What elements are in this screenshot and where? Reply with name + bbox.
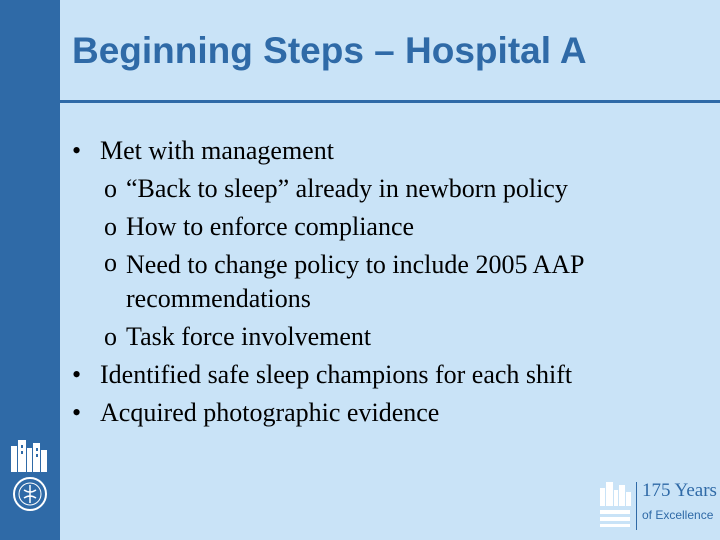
sub-bullet-marker: o [104,212,117,241]
excellence-label: of Excellence [642,508,714,522]
bullet-text: Met with management [100,136,334,165]
bullet-text: Identified safe sleep champions for each shift [100,360,573,389]
bullet-item [72,356,712,394]
chicago-public-health-logo [6,436,54,474]
sub-bullet-text: Need to change policy to include 2005 AAP recommendations [126,250,584,313]
health-department-seal-icon [12,476,48,512]
bullet-text: Acquired photographic evidence [100,398,440,427]
years-label: 175 Years [642,480,717,501]
bullet-marker: • [72,398,82,427]
sub-bullet-text: “Back to sleep” already in newborn policy [126,174,568,203]
bullet-item [72,394,712,432]
sub-bullet-item [72,318,712,356]
bullet-marker: • [72,136,82,165]
sub-bullet-item [72,208,712,246]
logo-separator [636,482,637,530]
sub-bullet-marker: o [104,174,117,203]
bullet-item [72,132,712,170]
title-divider [60,100,720,103]
sub-bullet-marker: o [104,248,117,277]
sub-bullet-text: How to enforce compliance [126,212,415,241]
skyline-logo-icon [8,436,52,474]
bullet-marker: • [72,360,82,389]
public-health-mini-logo-icon [596,478,634,530]
sub-bullet-item [72,246,712,318]
sub-bullet-item [72,170,712,208]
anniversary-logo [596,476,717,532]
slide-title: Beginning Steps – Hospital A [72,30,587,71]
sub-bullet-marker: o [104,322,117,351]
sub-bullet-text: Task force involvement [126,322,372,351]
bullet-list [72,132,712,432]
